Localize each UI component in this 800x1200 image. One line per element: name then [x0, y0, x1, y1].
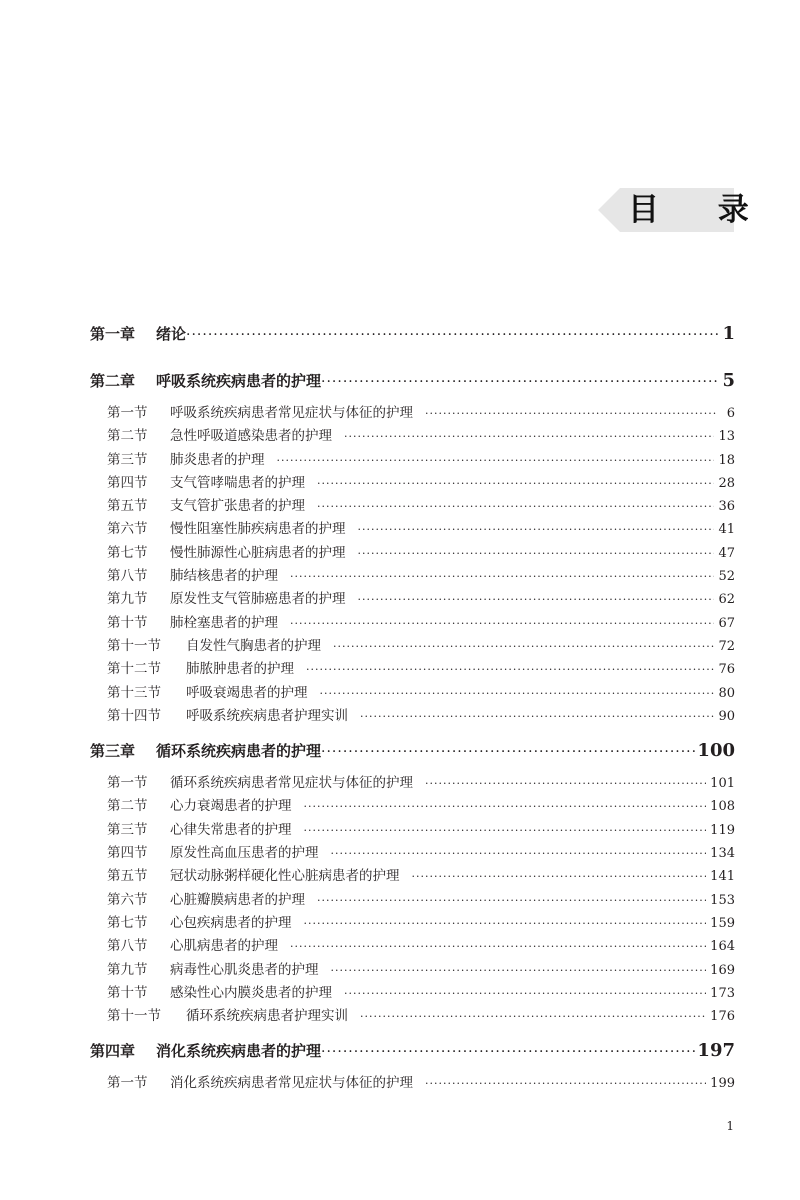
toc-section-entry[interactable]: [90, 959, 735, 982]
toc-section-entry[interactable]: [90, 682, 735, 705]
section-number: 第七节: [107, 914, 148, 931]
toc-section-entry[interactable]: [90, 705, 735, 728]
toc-title: 目 录: [628, 192, 773, 228]
dot-leader: [360, 1005, 706, 1028]
section-title: 心包疾病患者的护理: [170, 914, 292, 931]
dot-leader: [277, 449, 715, 472]
section-page-number: 108: [710, 799, 735, 815]
chapter-number: 第二章: [90, 372, 136, 390]
section-title: 循环系统疾病患者常见症状与体征的护理: [170, 775, 413, 792]
section-number: 第九节: [107, 591, 148, 608]
section-number: 第十节: [107, 984, 148, 1001]
dot-leader: [331, 959, 707, 982]
section-title: 支气管哮喘患者的护理: [170, 474, 305, 491]
toc-title-banner: [598, 188, 773, 232]
section-number: 第二节: [107, 798, 148, 815]
section-number: 第六节: [107, 521, 148, 538]
dot-leader: [425, 772, 706, 795]
section-title: 冠状动脉粥样硬化性心脏病患者的护理: [170, 868, 400, 885]
dot-leader: [317, 472, 714, 495]
section-number: 第十节: [107, 614, 148, 631]
toc-chapter-entry[interactable]: [90, 1039, 735, 1063]
toc-section-entry[interactable]: [90, 658, 735, 681]
section-page-number: 28: [718, 475, 735, 491]
toc-section-entry[interactable]: [90, 612, 735, 635]
chapter-page-number: 5: [722, 370, 735, 391]
section-title: 心力衰竭患者的护理: [170, 798, 292, 815]
section-page-number: 67: [718, 615, 735, 631]
dot-leader: [304, 912, 707, 935]
dot-leader: [344, 425, 714, 448]
dot-leader: [358, 588, 715, 611]
section-page-number: 80: [718, 685, 735, 701]
section-page-number: 6: [726, 406, 735, 421]
toc-section-entry[interactable]: [90, 472, 735, 495]
dot-leader: [304, 795, 707, 818]
dot-leader: [306, 658, 714, 681]
dot-leader: [412, 865, 707, 888]
section-page-number: 52: [718, 569, 735, 585]
section-title: 肺栓塞患者的护理: [170, 614, 278, 631]
section-page-number: 62: [718, 592, 735, 608]
dot-leader: [320, 682, 715, 705]
toc-section-entry[interactable]: [90, 425, 735, 448]
toc-section-entry[interactable]: [90, 912, 735, 935]
section-page-number: 134: [710, 846, 735, 862]
toc-chapter-entry[interactable]: [90, 322, 735, 346]
section-number: 第十三节: [107, 684, 161, 701]
toc-section-entry[interactable]: [90, 565, 735, 588]
dot-leader: [358, 518, 715, 541]
section-number: 第八节: [107, 938, 148, 955]
section-number: 第一节: [107, 405, 148, 421]
dot-leader: [425, 1072, 706, 1095]
section-page-number: 47: [718, 545, 735, 561]
dot-leader: [321, 1040, 695, 1064]
dot-leader: [317, 495, 714, 518]
section-number: 第五节: [107, 498, 148, 515]
section-number: 第二节: [107, 428, 148, 445]
section-number: 第十一节: [107, 637, 161, 654]
toc-section-entry[interactable]: [90, 588, 735, 611]
chapter-spacer: [90, 346, 735, 369]
chapter-spacer: [90, 728, 735, 739]
chapter-number: 第一章: [90, 325, 136, 343]
section-page-number: 41: [718, 522, 735, 538]
chapter-title: 消化系统疾病患者的护理: [156, 1042, 322, 1061]
section-page-number: 199: [710, 1076, 735, 1092]
chapter-page-number: 1: [722, 323, 735, 344]
section-page-number: 72: [718, 638, 735, 654]
section-number: 第六节: [107, 891, 148, 908]
section-page-number: 13: [718, 429, 735, 445]
page-number: 1: [726, 1119, 734, 1133]
dot-leader: [290, 565, 714, 588]
section-number: 第十四节: [107, 707, 161, 724]
section-number: 第三节: [107, 821, 148, 838]
toc-section-entry[interactable]: [90, 889, 735, 912]
section-number: 第九节: [107, 961, 148, 978]
section-title: 心脏瓣膜病患者的护理: [170, 891, 305, 908]
section-title: 呼吸系统疾病患者常见症状与体征的护理: [170, 405, 413, 421]
toc-section-entry[interactable]: [90, 819, 735, 842]
toc-section-entry[interactable]: [90, 495, 735, 518]
chapter-title: 呼吸系统疾病患者的护理: [156, 372, 322, 390]
section-title: 呼吸系统疾病患者护理实训: [186, 707, 348, 724]
toc-section-entry[interactable]: [90, 635, 735, 658]
section-title: 病毒性心肌炎患者的护理: [170, 961, 319, 978]
toc-section-entry[interactable]: [90, 935, 735, 958]
chapter-block: [90, 369, 735, 728]
chapter-spacer: [90, 1028, 735, 1039]
section-title: 原发性高血压患者的护理: [170, 845, 319, 862]
toc-chapter-entry[interactable]: [90, 369, 735, 393]
dot-leader: [321, 740, 695, 764]
section-page-number: 76: [718, 662, 735, 678]
section-number: 第四节: [107, 845, 148, 862]
section-title: 肺脓肿患者的护理: [186, 661, 294, 678]
chapter-page-number: 197: [697, 1040, 735, 1062]
toc-chapter-entry[interactable]: [90, 739, 735, 763]
toc-section-entry[interactable]: [90, 795, 735, 818]
section-page-number: 36: [718, 499, 735, 515]
dot-leader: [425, 402, 717, 425]
section-page-number: 101: [710, 776, 735, 792]
section-page-number: 90: [718, 708, 735, 724]
toc-section-entry[interactable]: [90, 772, 735, 795]
chapter-title: 循环系统疾病患者的护理: [156, 742, 322, 761]
section-title: 急性呼吸道感染患者的护理: [170, 428, 332, 445]
section-page-number: 141: [710, 869, 735, 885]
chapter-title: 绪论: [156, 325, 187, 343]
toc-section-entry[interactable]: [90, 542, 735, 565]
section-page-number: 153: [710, 892, 735, 908]
section-page-number: 18: [718, 452, 735, 468]
section-title: 支气管扩张患者的护理: [170, 498, 305, 515]
toc-section-entry[interactable]: [90, 518, 735, 541]
section-page-number: 173: [710, 985, 735, 1001]
section-title: 心肌病患者的护理: [170, 938, 278, 955]
section-title: 消化系统疾病患者常见症状与体征的护理: [170, 1075, 413, 1092]
dot-leader: [358, 542, 715, 565]
section-page-number: 159: [710, 915, 735, 931]
section-title: 循环系统疾病患者护理实训: [186, 1008, 348, 1025]
dot-leader: [344, 982, 706, 1005]
dot-leader: [290, 612, 714, 635]
dot-leader: [317, 889, 706, 912]
chapter-block: [90, 1039, 735, 1095]
section-number: 第四节: [107, 474, 148, 491]
section-title: 肺炎患者的护理: [170, 451, 265, 468]
chapter-block: [90, 322, 735, 346]
section-title: 自发性气胸患者的护理: [186, 637, 321, 654]
section-number: 第五节: [107, 868, 148, 885]
section-number: 第七节: [107, 544, 148, 561]
toc-section-entry[interactable]: [90, 449, 735, 472]
chapter-page-number: 100: [697, 740, 735, 762]
section-number: 第八节: [107, 568, 148, 585]
section-page-number: 176: [710, 1009, 735, 1025]
toc-section-entry[interactable]: [90, 402, 735, 425]
dot-leader: [321, 370, 719, 394]
dot-leader: [304, 819, 707, 842]
section-page-number: 119: [710, 822, 735, 838]
section-title: 呼吸衰竭患者的护理: [186, 684, 308, 701]
section-number: 第十一节: [107, 1008, 161, 1025]
dot-leader: [186, 323, 719, 347]
toc-section-entry[interactable]: [90, 1072, 735, 1095]
chapter-block: [90, 739, 735, 1028]
toc-section-entry[interactable]: [90, 982, 735, 1005]
section-page-number: 164: [710, 939, 735, 955]
toc-section-entry[interactable]: [90, 842, 735, 865]
section-number: 第十二节: [107, 661, 161, 678]
section-title: 慢性肺源性心脏病患者的护理: [170, 544, 346, 561]
section-title: 慢性阻塞性肺疾病患者的护理: [170, 521, 346, 538]
dot-leader: [360, 705, 714, 728]
section-number: 第三节: [107, 451, 148, 468]
dot-leader: [331, 842, 707, 865]
section-number: 第一节: [107, 775, 148, 792]
section-title: 肺结核患者的护理: [170, 568, 278, 585]
dot-leader: [333, 635, 714, 658]
section-number: 第一节: [107, 1075, 148, 1092]
table-of-contents: [90, 322, 735, 1096]
chapter-number: 第四章: [90, 1042, 136, 1061]
toc-section-entry[interactable]: [90, 865, 735, 888]
toc-section-entry[interactable]: [90, 1005, 735, 1028]
section-title: 心律失常患者的护理: [170, 821, 292, 838]
section-title: 感染性心内膜炎患者的护理: [170, 984, 332, 1001]
section-page-number: 169: [710, 962, 735, 978]
dot-leader: [290, 935, 706, 958]
section-title: 原发性支气管肺癌患者的护理: [170, 591, 346, 608]
chapter-number: 第三章: [90, 742, 136, 761]
